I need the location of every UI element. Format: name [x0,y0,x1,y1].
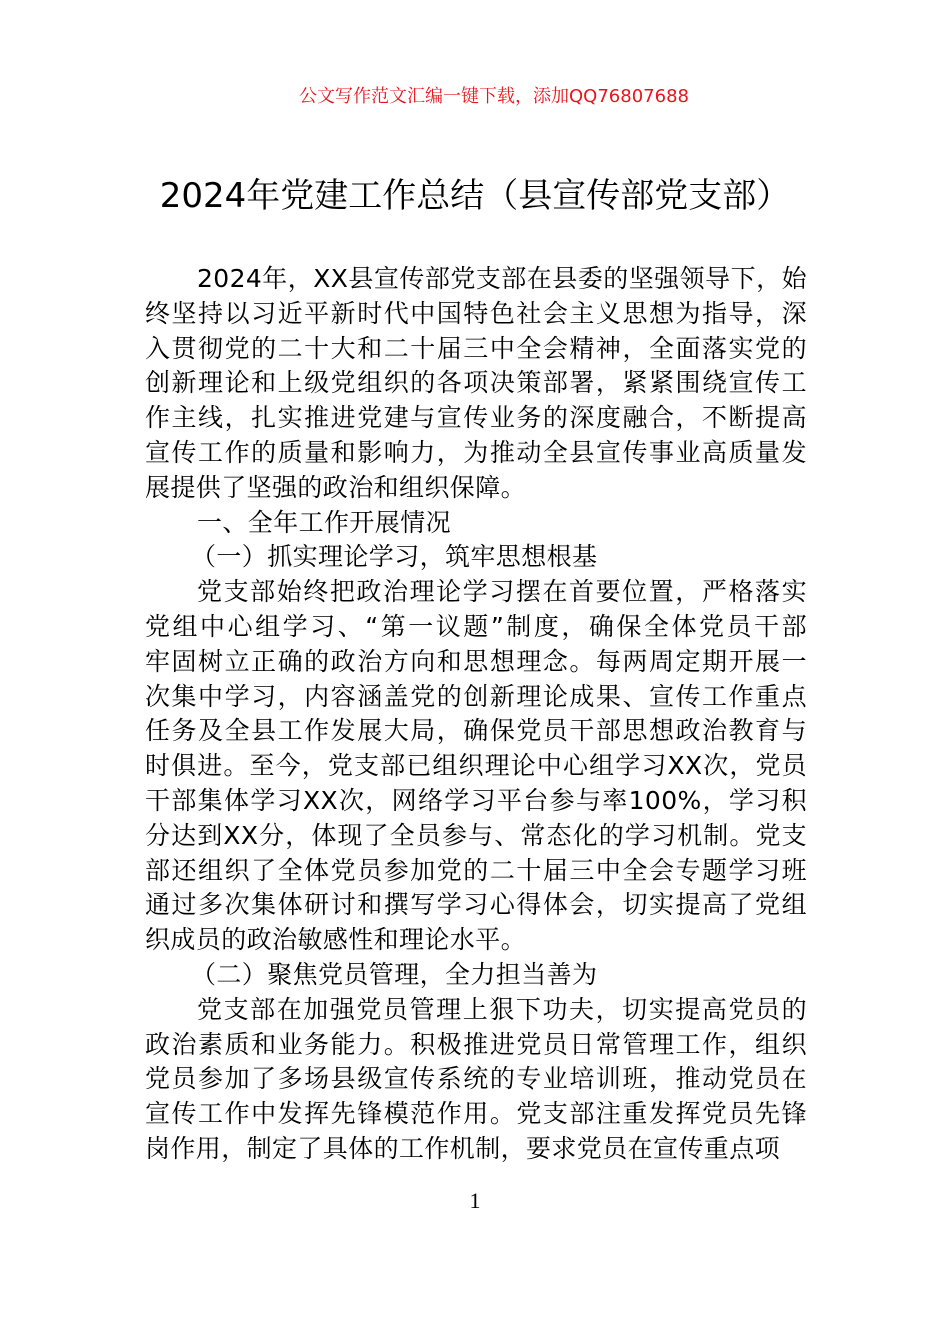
text-line: 任务及全县工作发展大局，确保党员干部思想政治教育与 [145,716,807,746]
text-line: 岗作用，制定了具体的工作机制，要求党员在宣传重点项 [145,1133,781,1163]
document-body [145,262,807,1167]
text-line: 2024年，XX县宣传部党支部在县委的坚强领导下，始 [197,264,807,293]
text-line: 党组中心组学习、“第一议题”制度，确保全体党员干部 [145,611,807,641]
text-line: 分达到XX分，体现了全员参与、常态化的学习机制。党支 [145,820,807,850]
text-line: 党支部在加强党员管理上狠下功夫，切实提高党员的 [197,994,807,1024]
text-line: 一、全年工作开展情况 [197,507,452,537]
text-line: 宣传工作的质量和影响力，为推动全县宣传事业高质量发 [145,437,807,467]
text-line: 党员参加了多场县级宣传系统的专业培训班，推动党员在 [145,1064,807,1094]
text-line: 党支部始终把政治理论学习摆在首要位置，严格落实 [197,577,807,607]
text-line: 牢固树立正确的政治方向和思想理念。每两周定期开展一 [145,646,807,676]
text-line: 终坚持以习近平新时代中国特色社会主义思想为指导，深 [145,298,807,328]
download-banner: 公文写作范文汇编一键下载，添加QQ76807688 [299,86,689,107]
text-line: 政治素质和业务能力。积极推进党员日常管理工作，组织 [145,1029,807,1059]
text-line: 干部集体学习XX次，网络学习平台参与率100%，学习积 [145,785,807,815]
text-line: （一）抓实理论学习，筑牢思想根基 [191,542,598,572]
text-line: 通过多次集体研讨和撰写学习心得体会，切实提高了党组 [145,890,807,920]
text-line: （二）聚焦党员管理，全力担当善为 [191,959,598,989]
document-title: 2024年党建工作总结（县宣传部党支部） [159,176,791,216]
paragraph [145,262,807,506]
text-line: 织成员的政治敏感性和理论水平。 [145,925,527,955]
text-line: 次集中学习，内容涵盖党的创新理论成果、宣传工作重点 [145,681,807,711]
subsection-heading [145,540,807,575]
text-line: 创新理论和上级党组织的各项决策部署，紧紧围绕宣传工 [145,368,807,398]
section-heading [145,506,807,541]
text-line: 部还组织了全体党员参加党的二十届三中全会专题学习班 [145,855,807,885]
page-number: 1 [469,1188,481,1213]
text-line: 宣传工作中发挥先锋模范作用。党支部注重发挥党员先锋 [145,1099,807,1129]
paragraph [145,993,807,1167]
paragraph [145,575,807,958]
text-line: 作主线，扎实推进党建与宣传业务的深度融合，不断提高 [145,403,807,433]
text-line: 入贯彻党的二十大和二十届三中全会精神，全面落实党的 [145,333,807,363]
text-line: 时俱进。至今，党支部已组织理论中心组学习XX次，党员 [145,751,807,781]
subsection-heading [145,958,807,993]
text-line: 展提供了坚强的政治和组织保障。 [145,472,527,502]
